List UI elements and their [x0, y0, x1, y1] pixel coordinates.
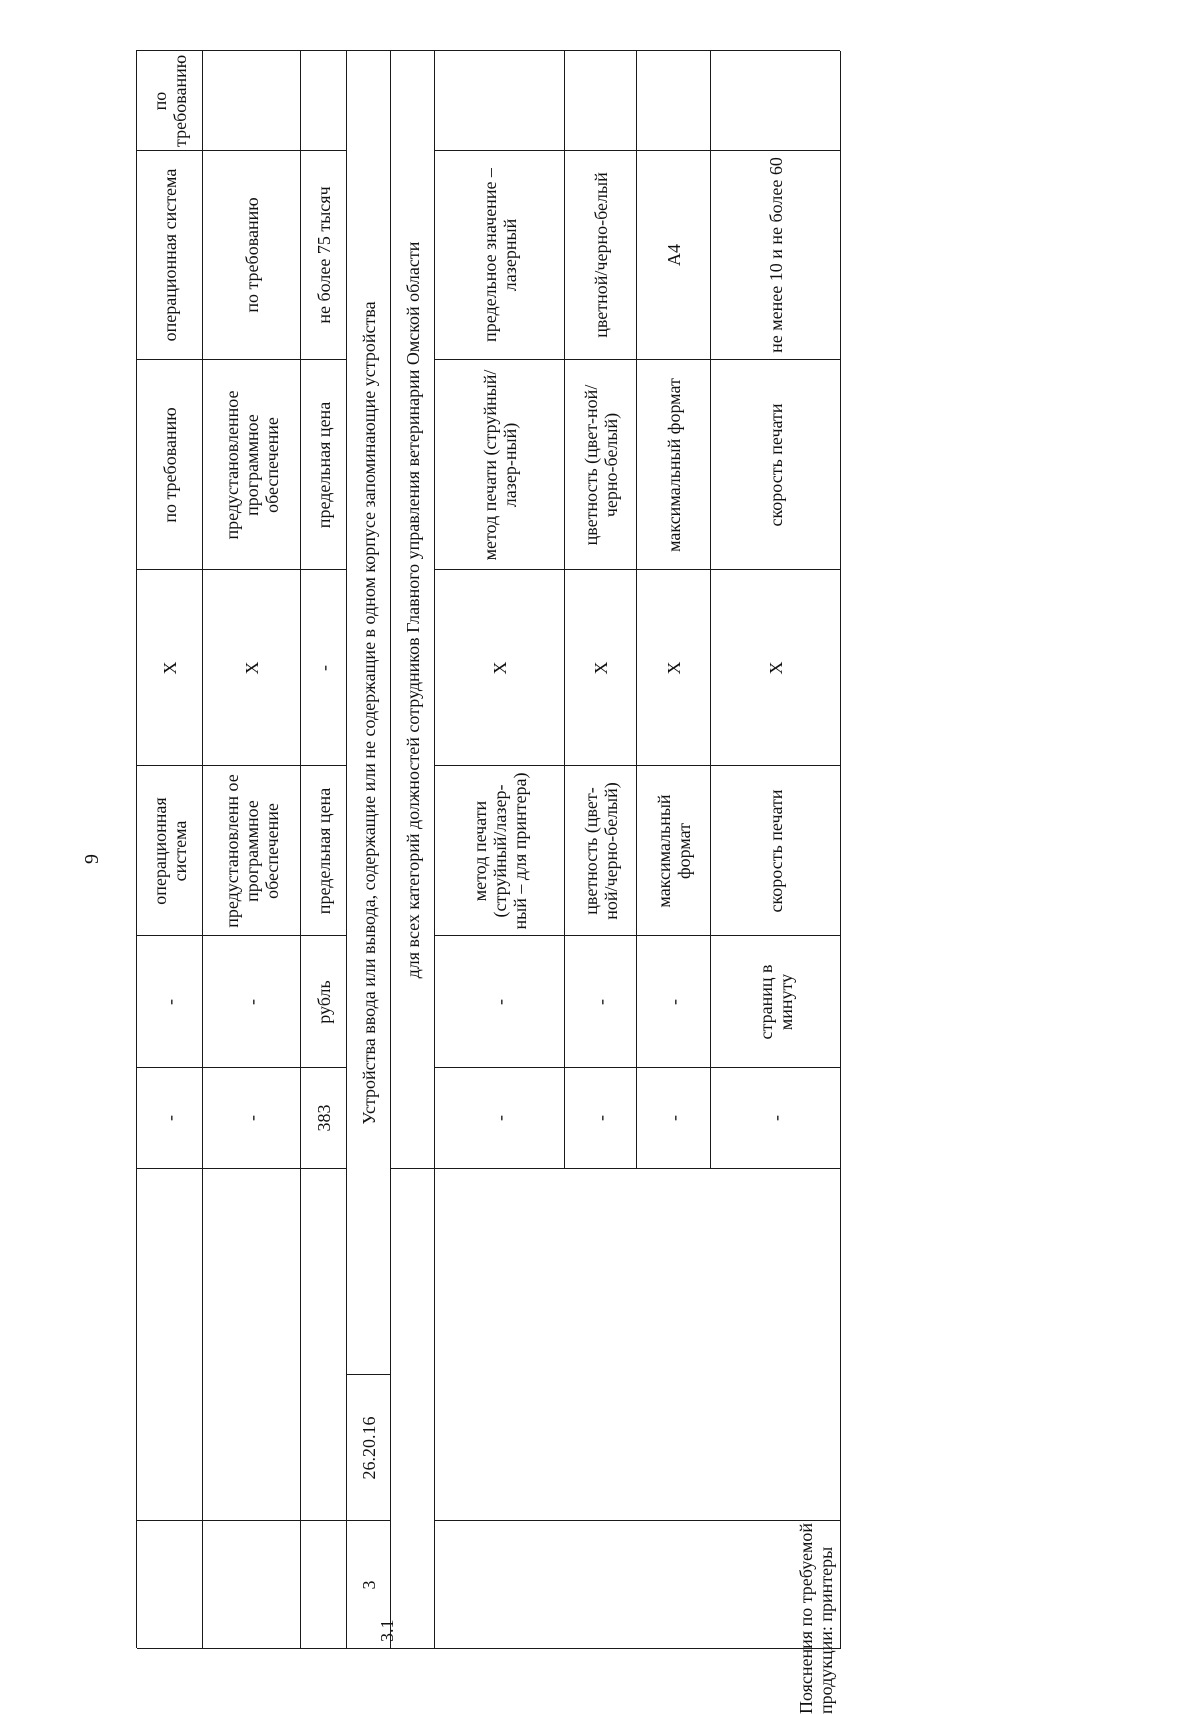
cell-col4: - [203, 936, 301, 1068]
cell-col4: - [137, 936, 203, 1068]
table-row-software [203, 51, 301, 1648]
cell-explanation: Пояснения по требуемой продукции: принтеры [435, 1169, 841, 1521]
cell-empty [137, 1521, 203, 1649]
cell-value: не более 75 тысяч [301, 151, 347, 360]
cell-value: по требованию [137, 51, 203, 151]
cell-value: не менее 10 и не более 60 [711, 151, 841, 360]
cell-empty [301, 1169, 347, 1521]
table-row-color [565, 51, 637, 1648]
cell-name2: цветность (цвет-ной/черно-белый) [565, 360, 637, 570]
table-row-price [301, 51, 347, 1648]
cell-okpd-code: 26.20.16 [347, 1375, 391, 1521]
cell-x-mark: - [301, 570, 347, 766]
cell-empty [203, 51, 301, 151]
cell-col3: - [435, 1068, 565, 1169]
page-number: 9 [81, 854, 103, 864]
cell-name1: максимальный формат [637, 766, 711, 936]
specification-table [136, 50, 840, 1714]
cell-empty [637, 51, 711, 151]
cell-x-mark: X [711, 570, 841, 766]
cell-name2: метод печати (струйный/лазер-ный) [435, 360, 565, 570]
cell-empty [203, 1521, 301, 1649]
cell-item-number: 3 [347, 1521, 391, 1649]
cell-empty [391, 1169, 435, 1521]
cell-col3: - [637, 1068, 711, 1169]
cell-col4: - [435, 936, 565, 1068]
cell-empty [137, 1169, 203, 1521]
cell-col3: - [203, 1068, 301, 1169]
cell-empty [711, 51, 841, 151]
cell-value: цветной/черно-белый [565, 151, 637, 360]
cell-x-mark: X [203, 570, 301, 766]
cell-col4: - [637, 936, 711, 1068]
cell-name1: предельная цена [301, 766, 347, 936]
table-row-item-3-1 [377, 51, 435, 1648]
cell-item-title: Устройства ввода или вывода, содержащие или не содержащие в одном корпусе запоминающие устройства [347, 51, 391, 1375]
cell-name2: предустановленное программное обеспечение [203, 360, 301, 570]
cell-name2: максимальный формат [637, 360, 711, 570]
cell-col3: - [711, 1068, 841, 1169]
cell-unit: рубль [301, 936, 347, 1068]
cell-name2: скорость печати [711, 360, 841, 570]
table-row-item-3 [347, 51, 391, 1648]
table-row-os [137, 51, 203, 1648]
cell-name1: операционная система [137, 766, 203, 936]
cell-name2: операционная система [137, 151, 203, 360]
cell-empty [435, 51, 565, 151]
cell-item-number: 3.1 [391, 1521, 435, 1649]
cell-empty [203, 1169, 301, 1521]
cell-value: А4 [637, 151, 711, 360]
cell-name1: метод печати (струйный/лазер-ный – для принтера) [435, 766, 565, 936]
cell-name: по требованию [137, 360, 203, 570]
cell-name1: предустановленн ое программное обеспечение [203, 766, 301, 936]
cell-empty [565, 51, 637, 151]
table-row-format [637, 51, 711, 1648]
cell-col4: страниц в минуту [711, 936, 841, 1068]
cell-col4: - [565, 936, 637, 1068]
cell-name2: предельная цена [301, 360, 347, 570]
cell-x-mark: X [637, 570, 711, 766]
cell-code: 383 [301, 1068, 347, 1169]
cell-empty [301, 51, 347, 151]
cell-value: предельное значение – лазерный [435, 151, 565, 360]
table-row-print-method [435, 51, 565, 1648]
cell-category: для всех категорий должностей сотрудников Главного управления ветеринарии Омской области [391, 51, 435, 1169]
cell-x-mark: X [565, 570, 637, 766]
cell-x-mark: X [435, 570, 565, 766]
cell-name1: скорость печати [711, 766, 841, 936]
cell-col3: - [137, 1068, 203, 1169]
cell-value: по требованию [203, 151, 301, 360]
cell-name1: цветность (цвет-ной/черно-белый) [565, 766, 637, 936]
cell-empty [301, 1521, 347, 1649]
cell-x-mark: X [137, 570, 203, 766]
table-row-speed [711, 51, 841, 1648]
cell-col3: - [565, 1068, 637, 1169]
